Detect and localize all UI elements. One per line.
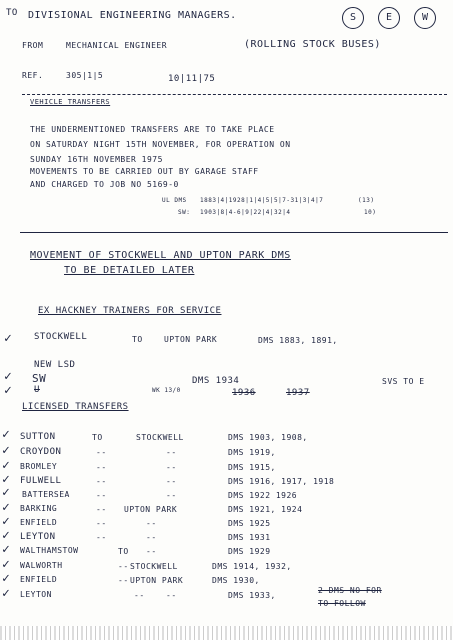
licensed-row-fleet: DMS 1919, — [228, 448, 276, 457]
licensed-row-to: -- — [96, 477, 107, 486]
dms-1936-struck: 1936 — [232, 388, 256, 398]
to-recipient: DIVISIONAL ENGINEERING MANAGERS. — [28, 10, 237, 21]
licensed-row-to: -- — [96, 505, 107, 514]
licensed-row-dest: -- — [166, 591, 177, 600]
check-mark-icon: ✓ — [4, 369, 12, 384]
licensed-row-fleet: DMS 1914, 1932, — [212, 562, 292, 571]
check-mark-icon: ✓ — [2, 500, 10, 515]
sw-code: SW: — [178, 209, 191, 216]
licensed-row-fleet: DMS 1916, 1917, 1918 — [228, 477, 335, 486]
check-mark-icon: ✓ — [2, 485, 10, 500]
licensed-row-dest: STOCKWELL — [136, 433, 184, 442]
licensed-row-fleet: DMS 1933, — [228, 591, 276, 600]
u-garage-struck: U — [34, 385, 40, 395]
struck-note-line-1: 2 DMS NO FOR — [318, 586, 382, 595]
licensed-row-dest: -- — [146, 533, 157, 542]
licensed-row-to: -- — [118, 562, 129, 571]
licensed-row-dest: -- — [166, 463, 177, 472]
vt-body-line-1: THE UNDERMENTIONED TRANSFERS ARE TO TAKE PLACE — [30, 125, 275, 134]
check-mark-icon: ✓ — [2, 528, 10, 543]
licensed-row-dest: -- — [146, 519, 157, 528]
hackney-stockwell-dest: UPTON PARK — [164, 335, 218, 344]
check-mark-icon: ✓ — [2, 557, 10, 572]
check-mark-icon: ✓ — [2, 472, 10, 487]
hackney-stockwell-to: TO — [132, 335, 143, 344]
licensed-row-fleet: DMS 1921, 1924 — [228, 505, 303, 514]
memo-date: 10|11|75 — [168, 74, 216, 84]
licensed-row-dest: STOCKWELL — [130, 562, 178, 571]
section-divider-1 — [20, 232, 448, 233]
dms-1934: DMS 1934 — [192, 376, 240, 386]
division-circle-e: E — [378, 7, 400, 29]
licensed-row-from: LEYTON — [20, 590, 52, 599]
dms-1937-struck: 1937 — [286, 388, 310, 398]
vt-body-line-5: AND CHARGED TO JOB NO 5169-0 — [30, 180, 179, 189]
check-mark-icon: ✓ — [2, 542, 10, 557]
licensed-row-dest: -- — [166, 448, 177, 457]
licensed-row-from: LEYTON — [20, 532, 56, 542]
from-prefix: FROM — [22, 41, 44, 50]
from-department: (ROLLING STOCK BUSES) — [244, 39, 381, 50]
ul-code: UL DMS — [162, 197, 187, 204]
licensed-row-dest: -- — [166, 491, 177, 500]
movement-line-2: TO BE DETAILED LATER — [64, 265, 195, 276]
licensed-row-from: BROMLEY — [20, 462, 58, 471]
licensed-heading: LICENSED TRANSFERS — [22, 402, 129, 412]
licensed-row-dest: UPTON PARK — [130, 576, 184, 585]
check-mark-icon: ✓ — [2, 571, 10, 586]
check-mark-icon: ✓ — [4, 383, 12, 398]
division-circle-s: S — [342, 7, 364, 29]
header-divider — [22, 94, 447, 95]
licensed-row-from: FULWELL — [20, 476, 62, 486]
licensed-row-to: -- — [96, 519, 107, 528]
licensed-row-to: TO — [92, 433, 103, 442]
ul-fleet-numbers: 1883|4|1928|1|4|5|5|7-31|3|4|7 — [200, 197, 324, 204]
licensed-row-from: CROYDON — [20, 447, 62, 457]
licensed-row-from: ENFIELD — [20, 575, 58, 584]
licensed-row-to: -- — [134, 591, 145, 600]
check-mark-icon: ✓ — [2, 514, 10, 529]
licensed-row-fleet: DMS 1915, — [228, 463, 276, 472]
licensed-row-fleet: DMS 1931 — [228, 533, 271, 542]
vt-body-line-2: ON SATURDAY NIGHT 15TH NOVEMBER, FOR OPERATION ON — [30, 140, 291, 149]
licensed-row-to: -- — [96, 463, 107, 472]
licensed-row-to: -- — [96, 533, 107, 542]
hackney-heading: EX HACKNEY TRAINERS FOR SERVICE — [38, 306, 222, 316]
licensed-row-dest: -- — [166, 477, 177, 486]
vt-body-line-3: SUNDAY 16TH NOVEMBER 1975 — [30, 155, 163, 164]
licensed-row-from: WALTHAMSTOW — [20, 546, 79, 555]
check-mark-icon: ✓ — [2, 458, 10, 473]
check-mark-icon: ✓ — [4, 331, 12, 346]
vehicle-transfers-heading: VEHICLE TRANSFERS — [30, 98, 111, 106]
sw-note: WK 13/0 — [152, 387, 181, 394]
hackney-stockwell-fleet: DMS 1883, 1891, — [258, 336, 338, 345]
licensed-row-to: TO — [118, 547, 129, 556]
vt-body-line-4: MOVEMENTS TO BE CARRIED OUT BY GARAGE STAFF — [30, 167, 259, 176]
hackney-stockwell-from: STOCKWELL — [34, 332, 88, 342]
struck-note-line-2: TO FOLLOW — [318, 599, 366, 608]
ref-label: REF. — [22, 71, 44, 80]
licensed-row-to: -- — [96, 448, 107, 457]
licensed-row-dest: UPTON PARK — [124, 505, 178, 514]
to-prefix: TO — [6, 8, 18, 18]
sw-fleet-numbers: 1903|8|4-6|9|22|4|32|4 — [200, 209, 291, 216]
licensed-row-dest: -- — [146, 547, 157, 556]
licensed-row-to: -- — [118, 576, 129, 585]
from-sender: MECHANICAL ENGINEER — [66, 41, 168, 50]
ul-count: (13) — [358, 197, 375, 204]
division-circle-w: W — [414, 7, 436, 29]
licensed-row-to: -- — [96, 491, 107, 500]
licensed-row-from: BATTERSEA — [22, 490, 70, 499]
licensed-row-from: SUTTON — [20, 432, 56, 442]
sw-garage: SW — [32, 372, 47, 385]
movement-line-1: MOVEMENT OF STOCKWELL AND UPTON PARK DMS — [30, 250, 291, 261]
licensed-row-from: WALWORTH — [20, 561, 63, 570]
check-mark-icon: ✓ — [2, 427, 10, 442]
licensed-row-fleet: DMS 1922 1926 — [228, 491, 298, 500]
svs-to-e: SVS TO E — [382, 377, 425, 386]
check-mark-icon: ✓ — [2, 586, 10, 601]
torn-bottom-edge — [0, 626, 453, 640]
licensed-row-from: BARKING — [20, 504, 58, 513]
licensed-row-fleet: DMS 1929 — [228, 547, 271, 556]
licensed-row-from: ENFIELD — [20, 518, 58, 527]
licensed-row-fleet: DMS 1925 — [228, 519, 271, 528]
licensed-row-fleet: DMS 1903, 1908, — [228, 433, 308, 442]
ref-number: 305|1|5 — [66, 71, 104, 80]
sw-count: 10) — [364, 209, 377, 216]
check-mark-icon: ✓ — [2, 443, 10, 458]
new-lsd: NEW LSD — [34, 360, 76, 370]
licensed-row-fleet: DMS 1930, — [212, 576, 260, 585]
